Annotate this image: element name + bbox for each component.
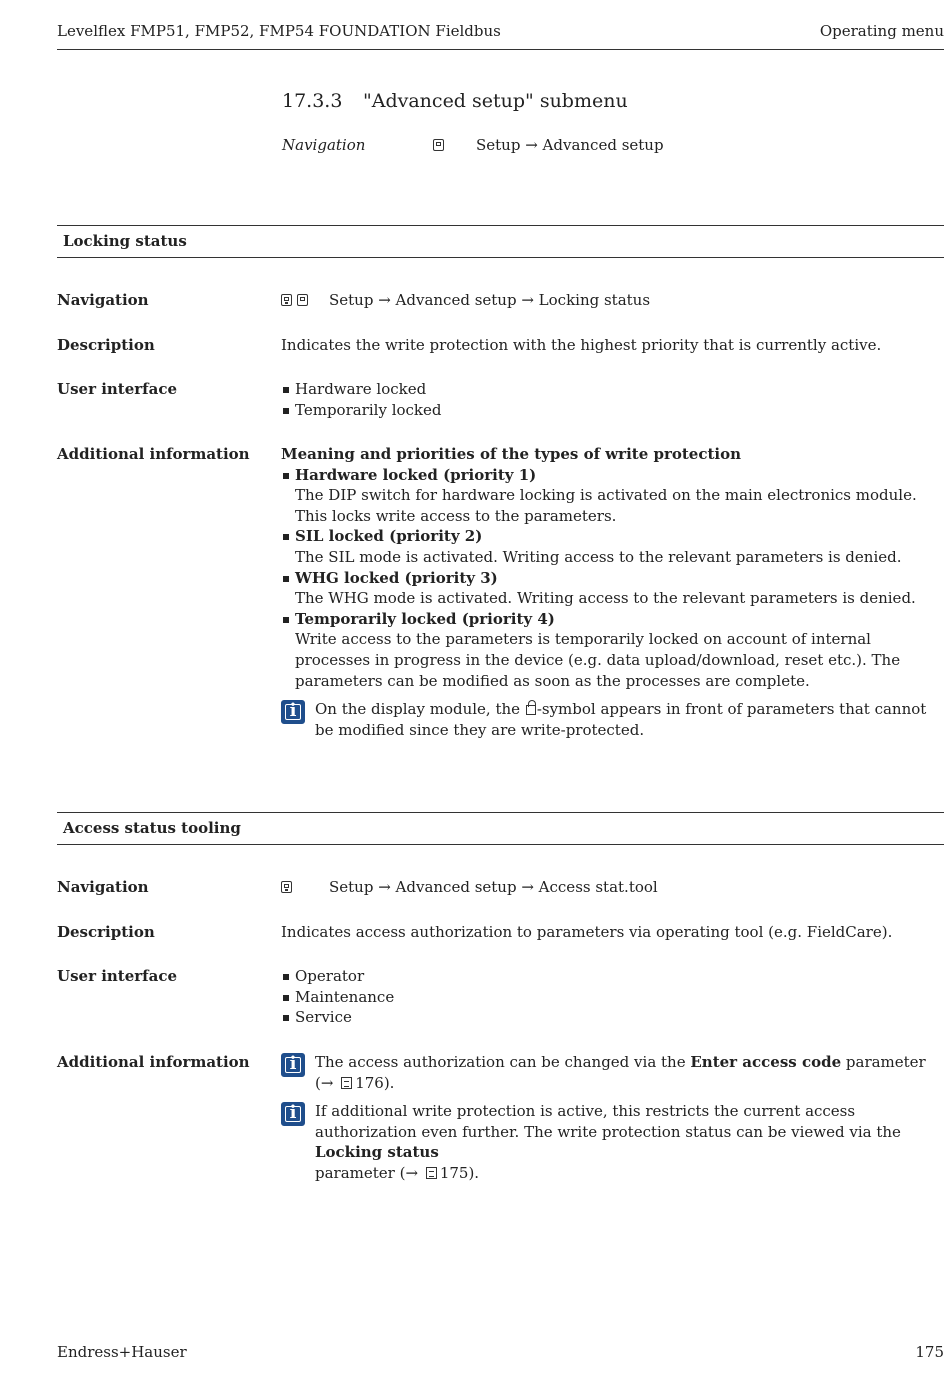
page-reference-icon [426,1167,437,1179]
page-reference-icon [341,1077,352,1089]
section-nav-path: Setup → Advanced setup [476,136,664,154]
device-display-icon [297,294,308,306]
chapter-title: Operating menu [819,22,944,40]
section-navigation [282,136,664,154]
parameter-title: Access status tooling [63,819,241,837]
page-reference[interactable]: 176). [355,1073,395,1092]
note-text: The access authorization can be changed via the [315,1053,691,1071]
note-text: -symbol appears in front of parameters that cannot be modified since they are write-protected. [315,700,927,739]
section-nav-label: Navigation [282,136,366,154]
list-item [281,465,944,527]
priority-title: SIL locked (priority 2) [295,527,483,546]
list-item [281,526,944,567]
parameter-header-locking-status [57,225,944,258]
page-ref-prefix: (→ [315,1073,334,1092]
info-icon [281,700,305,724]
list-item: Hardware locked [281,379,944,400]
additional-info-label: Additional information [57,445,250,463]
nav-label: Navigation [57,878,149,896]
priority-title: WHG locked (priority 3) [295,568,498,587]
lock-icon [526,705,536,715]
nav-label: Navigation [57,291,149,309]
additional-info-content [281,444,944,740]
priority-text: Write access to the parameters is temporarily locked on account of internal processes in progress in the device (e.g. data upload/download, reset etc.). The parameters can be modified as soon as the processes are complete. [295,630,901,690]
user-interface-label: User interface [57,967,178,985]
list-item: Service [281,1007,944,1028]
additional-info-label: Additional information [57,1053,250,1071]
note-text: If additional write protection is active, this restricts the current access authorization even further. The write protection status can be viewed via the [315,1102,901,1141]
info-icon [281,1102,305,1126]
operating-tool-icon [281,881,292,893]
user-interface-options [281,966,944,1028]
nav-path: Setup → Advanced setup → Access stat.tool [329,878,658,896]
user-interface-label: User interface [57,380,178,398]
nav-path: Setup → Advanced setup → Locking status [329,291,651,309]
description-text: Indicates the write protection with the highest priority that is currently active. [281,336,882,354]
note-text: parameter (→ [315,1163,419,1182]
list-item: Maintenance [281,987,944,1008]
priority-title: Temporarily locked (priority 4) [295,609,555,628]
priorities-heading: Meaning and priorities of the types of write protection [281,445,742,463]
list-item: Temporarily locked [281,400,944,421]
priority-text: The SIL mode is activated. Writing access to the relevant parameters is denied. [295,547,902,566]
info-icon [281,1053,305,1077]
operating-tool-icon [281,294,292,306]
list-item [281,568,944,609]
list-item [281,609,944,691]
priority-text: The WHG mode is activated. Writing access to the relevant parameters is denied. [295,589,916,608]
parameter-title: Locking status [63,232,187,250]
note-text: parameter [841,1053,926,1071]
header-rule [57,49,944,50]
parameter-header-access-status-tooling [57,812,944,845]
note-text: On the display module, the [315,700,525,719]
description-label: Description [57,336,155,354]
info-note [281,699,944,740]
description-label: Description [57,923,155,941]
section-heading [282,90,628,112]
section-title: "Advanced setup" submenu [363,90,628,112]
device-display-icon [433,139,444,151]
list-item: Operator [281,966,944,987]
additional-info-content [281,1052,944,1184]
nav-value [281,290,944,311]
parameter-link-enter-access-code[interactable]: Enter access code [690,1053,842,1071]
description-text: Indicates access authorization to parameters via operating tool (e.g. FieldCare). [281,923,893,941]
user-interface-options [281,379,944,420]
priority-text: The DIP switch for hardware locking is activated on the main electronics module. This locks write access to the parameters. [295,486,917,525]
parameter-link-locking-status[interactable]: Locking status [315,1143,439,1162]
document-title: Levelflex FMP51, FMP52, FMP54 FOUNDATION Fieldbus [57,22,501,40]
info-note [281,1052,944,1093]
info-note [281,1101,944,1183]
nav-value [281,877,944,898]
priority-title: Hardware locked (priority 1) [295,465,537,484]
page-number: 175 [915,1343,944,1361]
section-number: 17.3.3 [282,90,343,112]
page-reference[interactable]: 175). [439,1163,480,1182]
company-name: Endress+Hauser [57,1343,187,1361]
